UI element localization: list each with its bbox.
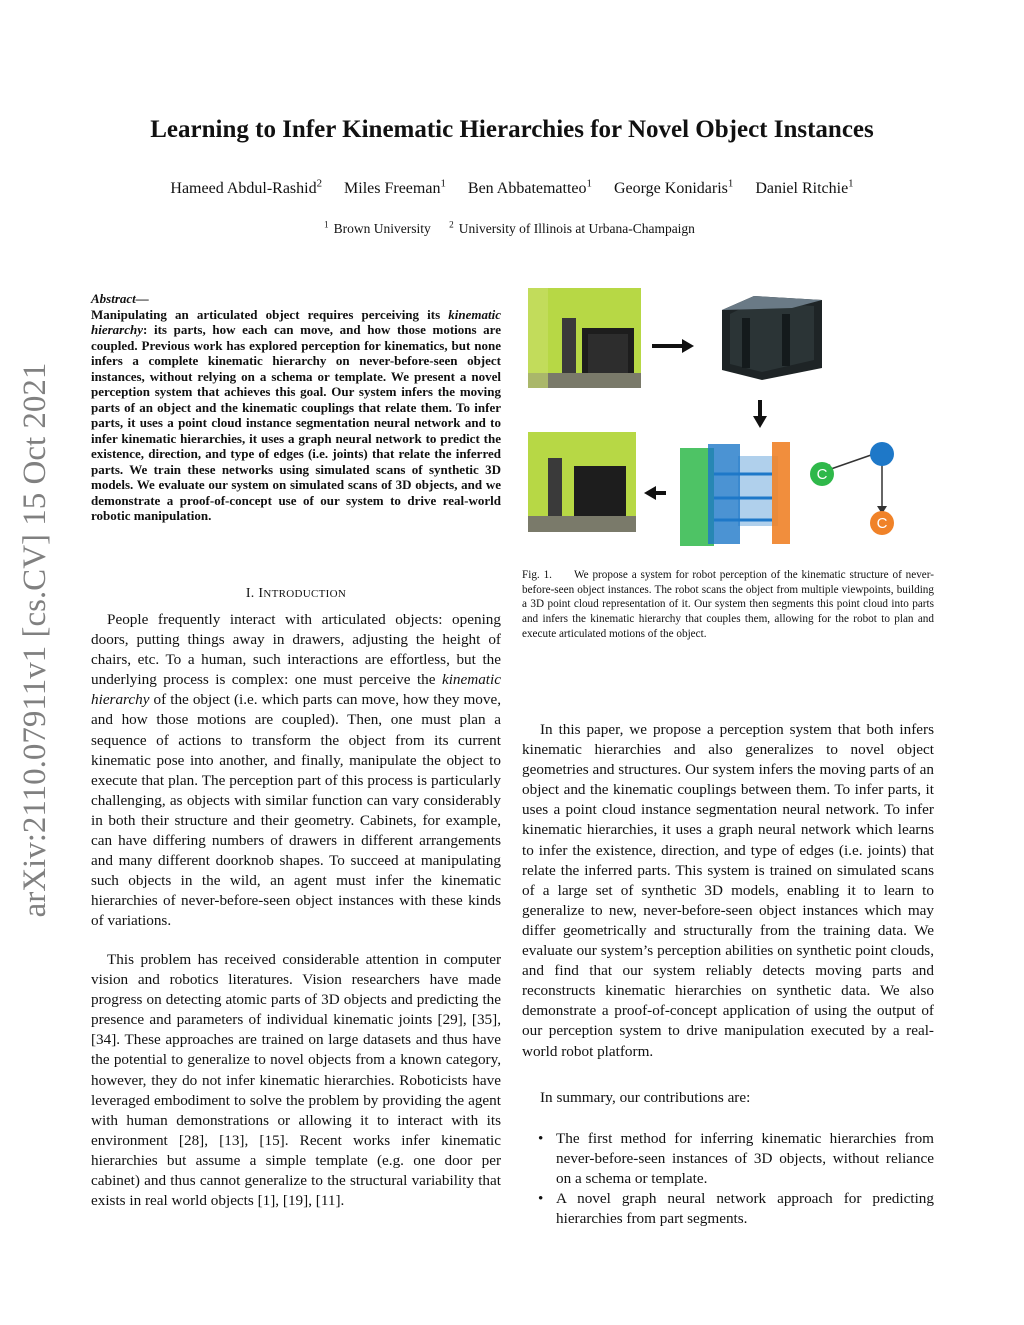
bullet-icon: • [538,1190,544,1208]
author: Hameed Abdul-Rashid$^2$ [170,178,323,198]
node-label: C [876,515,888,532]
list-item: • The first method for inferring kinematic hierarchies from never-before-seen instances of 3D objects, without reliance on a schema or template. [538,1130,934,1188]
arrow-right-icon [652,339,694,353]
section-heading: I. INTRODUCTION [245,586,347,601]
scan-point-cloud [722,296,822,380]
figure-caption: Fig. 1. We propose a system for robot perception of the kinematic structure of never-before-seen object instances. The robot scans the object from multiple viewpoints, building a 3D point cloud representation of it. Our system then segments this point cloud into parts and infers the kinematic hierarchy that couples them, allowing for the robot to plan and execute articulated motions of the object. [522,569,934,640]
abstract-label: Abstract— [91,291,149,306]
robot-photo-bottom [528,432,636,532]
robot-photo-top [528,288,641,388]
paragraph: This problem has received considerable attention in computer vision and robotics literatures. Vision researchers have made progress on detecting atomic parts of 3D objects and predicting the presence and parameters of individual kinematic joints [29], [35], [34]. These approaches are trained on large datasets and thus have the potential to generalize to novel objects from a known category, however, they do not infer kinematic hierarchies. Roboticists have leveraged embodiment to solve the problem by providing the agent with human demonstrations or allowing it to interact with its environment [28], [13], [15]. Recent works infer kinematic hierarchies but assume a simple template (e.g. one door per cabinet) and thus cannot generalize to the structural variability that exists in real world objects [1], [19], [11]. [91,951,501,1210]
affiliation-list [0,219,1024,237]
author: Daniel Ritchie$^1$ [755,178,854,198]
caption-label: Fig. 1. [522,569,552,581]
node-label: C [816,466,828,483]
affiliation: $^2$ University of Illinois at Urbana-Champaign [449,219,695,236]
author: George Konidaris$^1$ [613,178,734,198]
paragraph: People frequently interact with articulated objects: opening doors, putting things away in drawers, adjusting the height of chairs, etc. To a human, such interactions are effortless, but the underlying process is complex: one must perceive the kinematic hierarchy of the object (i.e. which parts can move, how they move, and how those motions are coupled). Then, one must plan a sequence of actions to transform the object from its current kinematic pose into another, and finally, manipulate the object to execute that plan. The perception part of this process is particularly challenging, as objects with similar function can vary considerably in both their structure and their geometry. Cabinets, for example, can have differing numbers of drawers in different arrangements and many different doorknob shapes. To succeed at manipulating such objects in the wild, an agent must infer the kinematic hierarchies of never-before-seen object instances with these kinds of variations. [91,611,501,930]
arxiv-stamp: arXiv:2110.07911v1 [cs.CV] 15 Oct 2021 [17,362,53,918]
segmented-point-cloud [680,442,790,546]
arrow-down-icon [753,400,767,428]
author-list [0,178,1024,198]
author: Ben Abbatematteo$^1$ [467,178,592,198]
node-blue [870,442,894,466]
figure-1 [522,288,942,558]
arrow-left-icon [644,486,666,500]
paragraph: In summary, our contributions are: [540,1089,751,1106]
bullet-icon: • [538,1130,544,1147]
list-item: • A novel graph neural network approach for predicting hierarchies from part segments. [538,1190,934,1228]
paragraph: In this paper, we propose a perception system that both infers kinematic hierarchies and also generalizes to novel object geometries and structures. Our system infers the moving parts of an object and the kinematic couplings between them. To infer parts, it uses a point cloud instance segmentation neural network. To infer kinematic hierarchies, it uses a graph neural network which learns to infer the existence, direction, and type of edges (i.e. joints) that relate the inferred parts. This system is trained on simulated scans of a large set of synthetic 3D models, enabling it to learn to generalize to new, never-before-seen object instances which may differ geometrically and structurally from the training data. We evaluate our system’s perception abilities on synthetic point clouds, and find that our system reliably detects moving parts and reconstructs kinematic hierarchies on synthetic data. We also demonstrate a proof-of-concept application of using the output of our perception system to drive manipulation executed by a real-world robot platform. [522,721,934,1060]
abstract: Abstract— Manipulating an articulated object requires perceiving its kinematic hierarchy: its parts, how each can move, and how those motions are coupled. Previous work has explored perception for kinematics, but none infers a complete kinematic hierarchy on never-before-seen object instances, without relying on a schema or template. We present a novel perception system that achieves this goal. Our system infers the moving parts of an object and the kinematic couplings that relate them. To infer parts, it uses a point cloud instance segmentation neural network and to infer kinematic hierarchies, it uses a graph neural network to predict the existence, direction, and type of edges (i.e. joints) that relate the inferred parts. We train these networks using simulated scans of synthetic 3D models. We evaluate our system on simulated scans of 3D objects, and we demonstrate a proof-of-concept use of our system to drive real-world robotic manipulation. [91,291,501,523]
author: Miles Freeman$^1$ [344,178,446,198]
affiliation: $^1$ Brown University [324,219,431,236]
kinematic-graph [810,442,894,535]
paper-title: Learning to Infer Kinematic Hierarchies for Novel Object Instances [150,116,874,143]
contribution-list [522,1129,934,1229]
